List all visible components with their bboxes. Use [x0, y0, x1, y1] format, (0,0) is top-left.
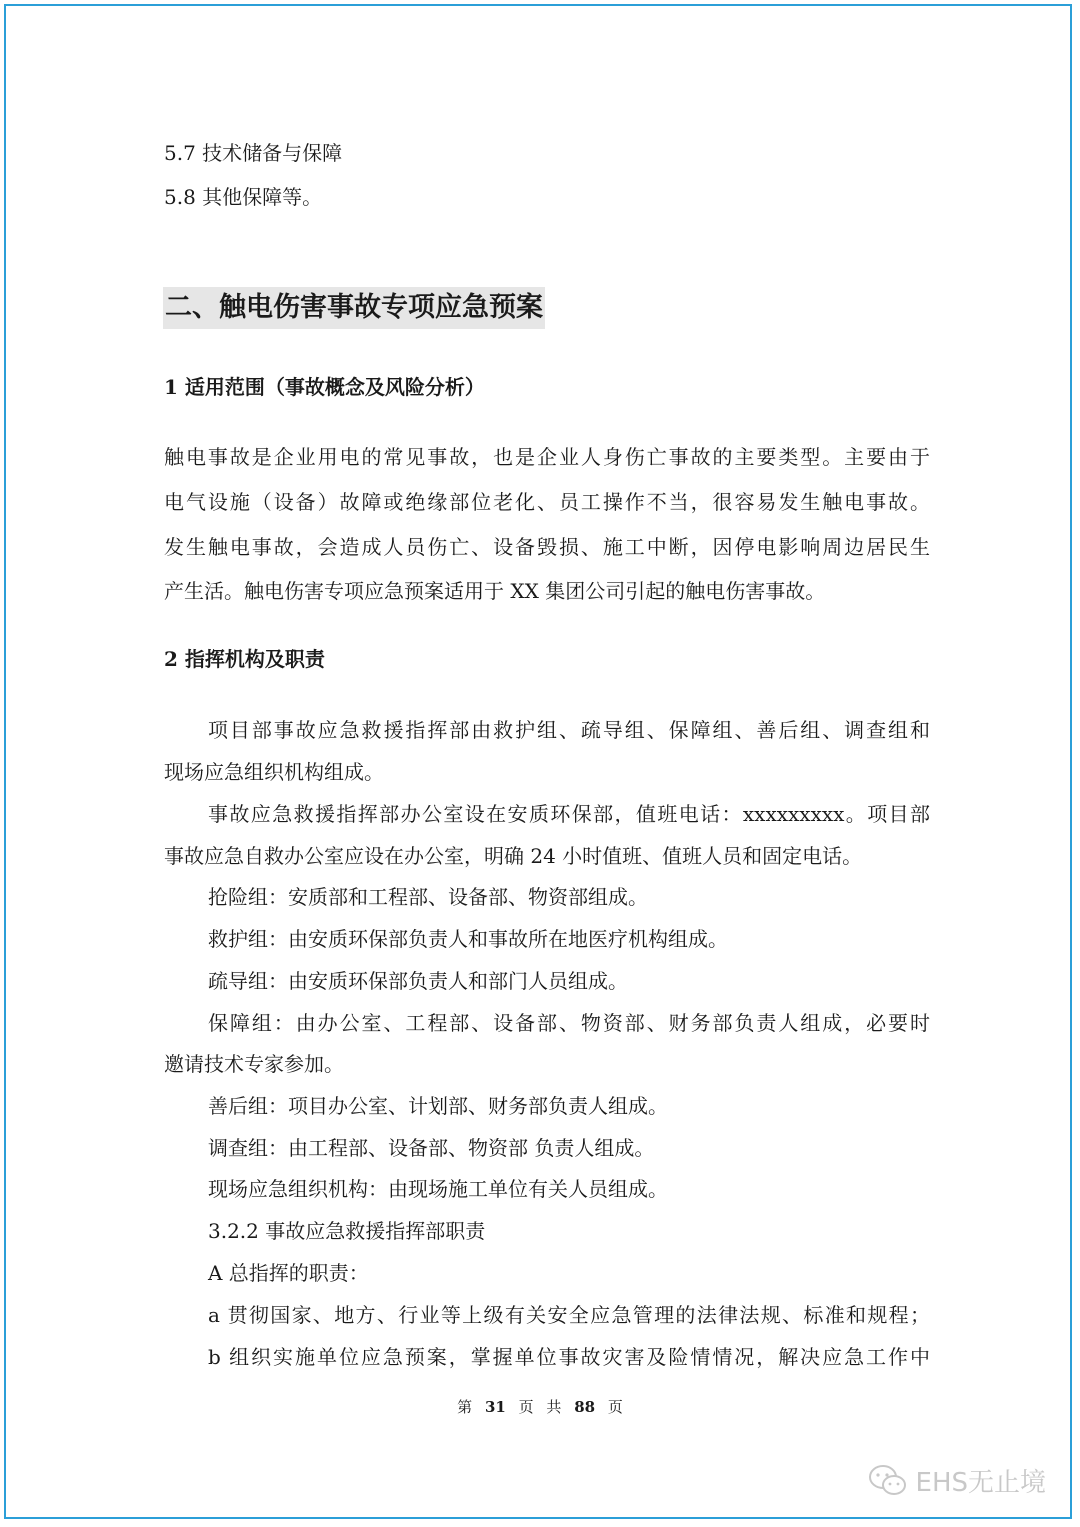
footer-word-ye-2: 页	[607, 1398, 623, 1416]
total-pages: 88	[574, 1398, 596, 1416]
command-para-2a: 事故应急救援指挥部办公室设在安质环保部，值班电话：xxxxxxxxx。项目部	[208, 802, 930, 826]
item-5-8: 5.8 其他保障等。	[164, 185, 323, 209]
group-support-team-b: 邀请技术专家参加。	[164, 1052, 344, 1076]
scope-line-3: 发生触电事故，会造成人员伤亡、设备毁损、施工中断，因停电影响周边居民生	[164, 535, 930, 559]
section-3-2-2: 3.2.2 事故应急救援指挥部职责	[208, 1219, 486, 1243]
duty-a-item: a 贯彻国家、地方、行业等上级有关安全应急管理的法律法规、标准和规程；	[208, 1303, 930, 1327]
footer-word-gong: 共	[546, 1398, 562, 1416]
scope-line-1: 触电事故是企业用电的常见事故，也是企业人身伤亡事故的主要类型。主要由于	[164, 445, 930, 469]
scope-line-2: 电气设施（设备）故障或绝缘部位老化、员工操作不当，很容易发生触电事故。	[164, 490, 930, 514]
group-aftermath-team: 善后组：项目办公室、计划部、财务部负责人组成。	[208, 1094, 668, 1118]
footer-word-ye: 页	[518, 1398, 534, 1416]
command-para-1b: 现场应急组织机构组成。	[164, 760, 384, 784]
section-title: 二、触电伤害事故专项应急预案	[163, 287, 545, 329]
subsection-1-title: 1 适用范围（事故概念及风险分析）	[164, 375, 485, 399]
duty-b-item: b 组织实施单位应急预案，掌握单位事故灾害及险情情况，解决应急工作中	[208, 1345, 930, 1369]
group-guidance-team: 疏导组：由安质环保部负责人和部门人员组成。	[208, 969, 628, 993]
group-rescue-team: 抢险组：安质部和工程部、设备部、物资部组成。	[208, 885, 648, 909]
subsection-2-title: 2 指挥机构及职责	[164, 647, 325, 671]
scope-line-4: 产生活。触电伤害专项应急预案适用于 XX 集团公司引起的触电伤害事故。	[164, 579, 826, 603]
page-footer	[0, 1396, 1080, 1417]
group-investigation-team: 调查组：由工程部、设备部、物资部 负责人组成。	[208, 1136, 655, 1160]
watermark-text: EHS无止境	[915, 1468, 1046, 1498]
duty-a-title: A 总指挥的职责：	[208, 1261, 369, 1285]
current-page: 31	[484, 1398, 506, 1416]
group-medical-team: 救护组：由安质环保部负责人和事故所在地医疗机构组成。	[208, 927, 728, 951]
watermark	[868, 1462, 1046, 1499]
footer-word-di: 第	[457, 1398, 473, 1416]
group-onsite-org: 现场应急组织机构：由现场施工单位有关人员组成。	[208, 1177, 668, 1201]
group-support-team-a: 保障组：由办公室、工程部、设备部、物资部、财务部负责人组成，必要时	[208, 1011, 930, 1035]
command-para-1a: 项目部事故应急救援指挥部由救护组、疏导组、保障组、善后组、调查组和	[208, 718, 930, 742]
item-5-7: 5.7 技术储备与保障	[164, 141, 343, 165]
wechat-icon	[868, 1464, 908, 1498]
command-para-2b: 事故应急自救办公室应设在办公室，明确 24 小时值班、值班人员和固定电话。	[164, 844, 863, 868]
